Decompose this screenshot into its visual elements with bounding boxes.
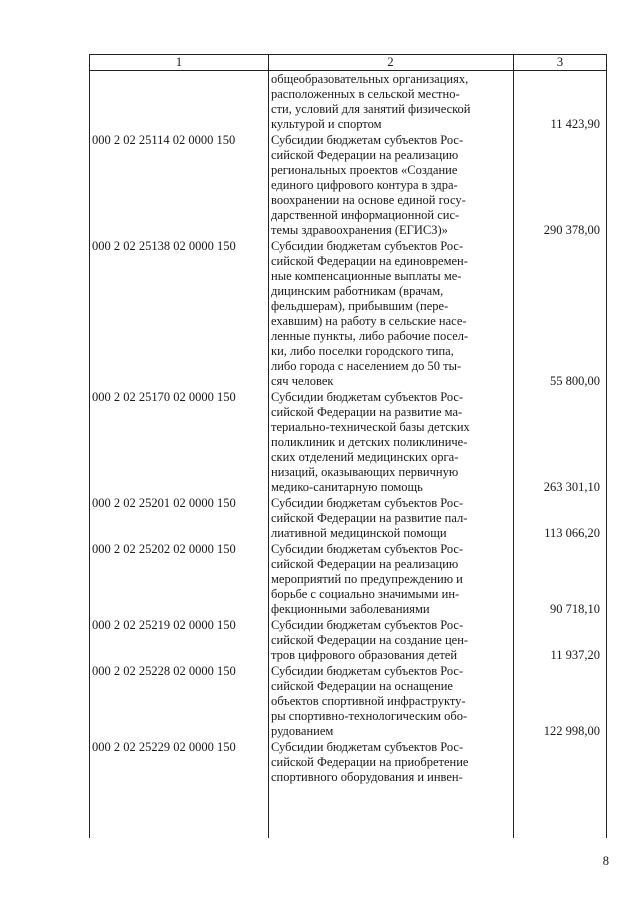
description-line: сийской Федерации на реализацию: [271, 557, 459, 571]
budget-code: 000 2 02 25219 02 0000 150: [92, 618, 236, 632]
description-line: сийской Федерации на единовремен-: [271, 254, 468, 268]
description-line: медико-санитарную помощь: [271, 480, 423, 494]
amount: 11 937,20: [550, 648, 600, 662]
description-line: сийской Федерации на оснащение: [271, 679, 453, 693]
description-line: сийской Федерации на развитие пал-: [271, 511, 468, 525]
description-line: ки, либо поселки городского типа,: [271, 344, 454, 358]
description: [271, 133, 509, 238]
description-line: териально-технической базы детских: [271, 420, 470, 434]
description-line: региональных проектов «Создание: [271, 163, 458, 177]
description-line: сийской Федерации на создание цен-: [271, 633, 469, 647]
description-line: поликлиник и детских поликлиниче-: [271, 435, 468, 449]
description-line: ехавшим) на работу в сельские насе-: [271, 314, 467, 328]
description-line: темы здравоохранения (ЕГИСЗ)»: [271, 223, 448, 237]
page-number: 8: [602, 854, 609, 868]
description-line: сти, условий для занятий физической: [271, 102, 471, 116]
description-line: Субсидии бюджетам субъектов Рос-: [271, 133, 464, 147]
budget-code: 000 2 02 25114 02 0000 150: [92, 133, 236, 147]
description-line: ских отделений медицинских орга-: [271, 450, 459, 464]
description-line: ры спортивно-технологическим обо-: [271, 709, 468, 723]
header-col-3: 3: [556, 55, 564, 69]
description-line: расположенных в сельской местно-: [271, 87, 460, 101]
description: [271, 664, 509, 739]
description-line: лиативной медицинской помощи: [271, 526, 447, 540]
description-line: воохранении на основе единой госу-: [271, 193, 466, 207]
description-line: тров цифрового образования детей: [271, 648, 458, 662]
description: [271, 618, 509, 663]
column-divider-2: [513, 55, 514, 838]
description-line: Субсидии бюджетам субъектов Рос-: [271, 390, 464, 404]
description-line: Субсидии бюджетам субъектов Рос-: [271, 618, 464, 632]
amount: 55 800,00: [550, 374, 600, 388]
budget-code: 000 2 02 25202 02 0000 150: [92, 542, 236, 556]
header-col-2: 2: [387, 55, 394, 69]
description-line: сяч человек: [271, 374, 334, 388]
budget-code: 000 2 02 25170 02 0000 150: [92, 390, 236, 404]
description-line: спортивного оборудования и инвен-: [271, 770, 463, 784]
amount: 263 301,10: [543, 480, 600, 494]
description-line: Субсидии бюджетам субъектов Рос-: [271, 664, 464, 678]
budget-code: 000 2 02 25201 02 0000 150: [92, 496, 236, 510]
description-line: Субсидии бюджетам субъектов Рос-: [271, 239, 464, 253]
budget-code: 000 2 02 25229 02 0000 150: [92, 740, 236, 754]
column-divider-1: [268, 55, 269, 838]
description-line: ные компенсационные выплаты ме-: [271, 269, 462, 283]
budget-code: 000 2 02 25228 02 0000 150: [92, 664, 236, 678]
description: [271, 496, 509, 541]
description: [271, 390, 509, 495]
description-line: дицинским работникам (врачам,: [271, 284, 444, 298]
description-line: единого цифрового контура в здра-: [271, 178, 458, 192]
budget-code: 000 2 02 25138 02 0000 150: [92, 239, 236, 253]
description-line: сийской Федерации на приобретение: [271, 755, 469, 769]
description-line: общеобразовательных организациях,: [271, 72, 469, 86]
description-line: Субсидии бюджетам субъектов Рос-: [271, 496, 464, 510]
description-line: либо города с населением до 50 ты-: [271, 359, 462, 373]
description-line: Субсидии бюджетам субъектов Рос-: [271, 740, 464, 754]
description: [271, 740, 509, 785]
description-line: культурой и спортом: [271, 117, 382, 131]
table-header: [90, 55, 606, 71]
description: [271, 542, 509, 617]
budget-table: [89, 54, 607, 838]
description-line: мероприятий по предупреждению и: [271, 572, 463, 586]
description-line: дарственной информационной сис-: [271, 208, 460, 222]
description-line: ленные пункты, либо рабочие посел-: [271, 329, 469, 343]
description-line: фельдшерам), прибывшим (пере-: [271, 299, 449, 313]
amount: 290 378,00: [543, 223, 600, 237]
description-line: сийской Федерации на развитие ма-: [271, 405, 463, 419]
amount: 90 718,10: [550, 602, 600, 616]
header-col-1: 1: [175, 55, 183, 69]
description-line: низаций, оказывающих первичную: [271, 465, 459, 479]
amount: 113 066,20: [544, 526, 600, 540]
description: [271, 72, 509, 132]
amount: 122 998,00: [543, 724, 600, 738]
description-line: Субсидии бюджетам субъектов Рос-: [271, 542, 464, 556]
description-line: объектов спортивной инфраструкту-: [271, 694, 466, 708]
amount: 11 423,90: [550, 117, 600, 131]
description: [271, 239, 509, 389]
description-line: рудованием: [271, 724, 334, 738]
description-line: борьбе с социально значимыми ин-: [271, 587, 460, 601]
description-line: фекционными заболеваниями: [271, 602, 430, 616]
description-line: сийской Федерации на реализацию: [271, 148, 459, 162]
